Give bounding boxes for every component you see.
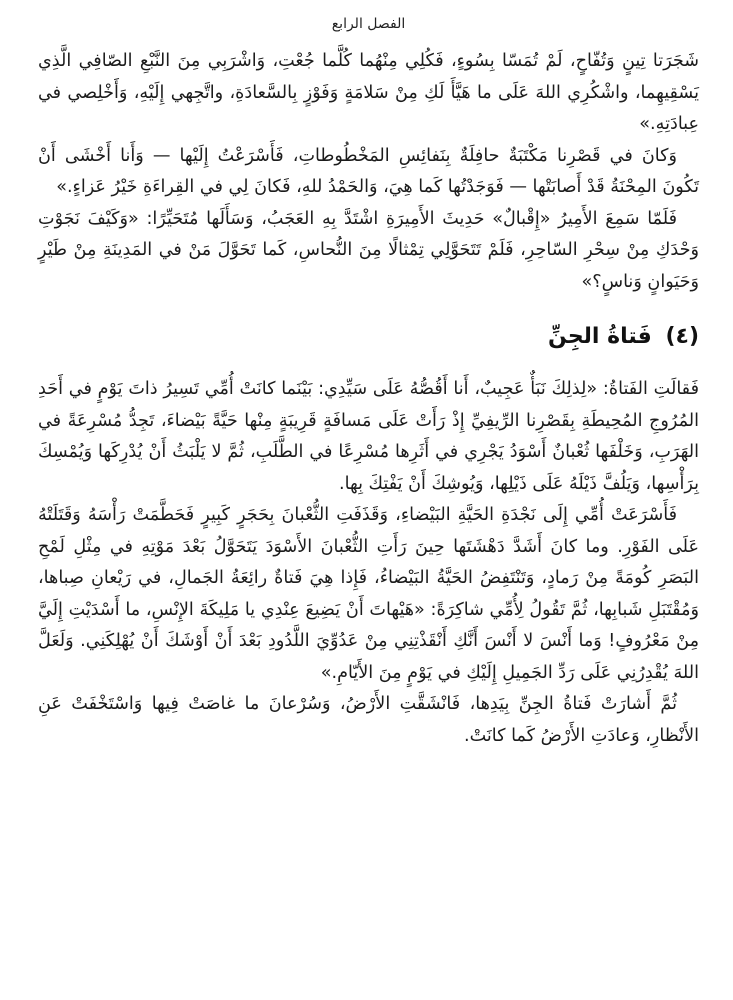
paragraph-jinn-vanishes: ثُمَّ أَشارَتْ فَتاةُ الجِنِّ بِيَدِها، فَانْشَقَّتِ الأَرْضُ، وَسُرْعانَ ما غاصَتْ فِيها وَاسْتَخْفَتْ عَنِ الأَنْظارِ، وَعادَتِ الأَرْضُ كَما كانَتْ.: [38, 694, 699, 746]
chapter-running-header: الفصل الرابع: [331, 16, 406, 32]
paragraph-continuation: شَجَرَتا تِينٍ وَتُفّاحٍ، لَمْ تُمَسّا بِسُوءٍ، فَكُلِي مِنْهُما كُلَّما جُعْتِ، وَاشْرَبِي مِنَ النَّبْعِ الصّافِي الَّذِي يَسْقِيهِما، واشْكُرِي اللهَ عَلَى ما هَيَّأَ لَكِ مِنْ سَلامَةٍ وَفَوْزٍ بِالسَّعادَةِ، واتَّجِهي إِلَيْهِ، وَأَخْلِصي في عِبادَتِهِ.»: [38, 51, 699, 134]
paragraph-prince-question: فَلَمّا سَمِعَ الأَمِيرُ «إِقْبالٌ» حَدِيثَ الأَمِيرَةِ اشْتَدَّ بِهِ العَجَبُ، وَسَأَلَها مُتَحَيِّرًا: «وَكَيْفَ نَجَوْتِ وَحْدَكِ مِنْ سِحْرِ السّاحِرِ، فَلَمْ تَتَحَوَّلِي تِمْثالًا مِنَ النُّحاسِ، كَما تَحَوَّلَ مَنْ في المَدِينَةِ مِنْ طَيْرٍ وَحَيَوانٍ وَناسٍ؟»: [38, 208, 699, 292]
paragraph-mother-rescue: فَأَسْرَعَتْ أُمِّي إِلَى نَجْدَةِ الحَيَّةِ البَيْضاءِ، وَقَذَفَتِ الثُّعْبانَ بِحَجَرٍ كَبِيرٍ فَحَطَّمَتْ رَأْسَهُ وَقَتَلَتْهُ عَلَى الفَوْرِ. وما كانَ أَشَدَّ دَهْشَتَها حِينَ رَأَتِ الثُّعْبانَ الأَسْوَدَ يَتَحَوَّلُ بَعْدَ مَوْتِهِ في مِثْلِ لَمْحِ البَصَرِ كُومَةً مِنْ رَمادٍ، وَتَنْتَفِضُ الحَيَّةُ البَيْضاءُ، فَإِذا هِيَ فَتاةٌ رائِعَةُ الجَمالِ، في رَيْعانِ صِباها، وَمُقْتَبَلِ شَبابِها، ثُمَّ تَقُولُ لِأُمِّي شاكِرَةً: «هَيْهاتَ أَنْ يَضِيعَ عِنْدِي يا مَلِيكَةَ الإِنْسِ، ما أَسْدَيْتِ إِلَيَّ مِنْ مَعْرُوفٍ! وَما أَنْسَ لا أَنْسَ أَنَّكِ أَنْقَذْتِنِي مِنْ عَدُوِّيَ اللَّدُودِ بَعْدَ أَنْ أَوْشَكَ أَنْ يُهْلِكَنِي. وَلَعَلَّ اللهَ يُقْدِرُنِي عَلَى رَدِّ الجَمِيلِ إِلَيْكِ في يَوْمٍ مِنَ الأَيّامِ.»: [38, 505, 699, 683]
paragraph-library: وَكانَ في قَصْرِنا مَكْتَبَةٌ حافِلَةٌ بِنَفائِسِ المَخْطُوطاتِ، فَأَسْرَعْتُ إِلَيْها — وَأَنا أَخْشَى أَنْ تَكُونَ المِحْنَةُ قَدْ أَصابَتْها — فَوَجَدْتُها كَما هِيَ، وَالحَمْدُ للهِ، فَكانَ لِي في القِراءَةِ خَيْرُ عَزاءٍ.»: [38, 145, 699, 197]
section-title: فَتاةُ الجِنِّ: [548, 324, 652, 349]
section-number: (٤): [665, 324, 699, 349]
section-heading: [38, 320, 699, 354]
paragraph-girl-story: فَقالَتِ الفَتاةُ: «لِذلِكَ نَبَأٌ عَجِيبٌ، أَنا أَقُصُّهُ عَلَى سَيِّدِي: بَيْنَما كانَتْ أُمِّي تَسِيرُ ذاتَ يَوْمٍ في أَحَدِ المُرُوجِ المُحِيطَةِ بِقَصْرِنا الرِّيفِيِّ إِذْ رَأَتْ عَلَى مَسافَةٍ قَرِيبَةٍ مِنْها حَيَّةً بَيْضاءَ، تَجِدُّ مُسْرِعَةً في الهَرَبِ، وَخَلْفَها ثُعْبانٌ أَسْوَدُ يَجْرِي في أَثَرِها مُسْرِعًا في الطَّلَبِ، ثُمَّ لا يَلْبَثُ أَنْ يُدْرِكَها وَيُمْسِكَ بِرَأْسِها، وَيَلُفَّ ذَيْلَهُ عَلَى ذَيْلِها، وَيُوشِكَ أَنْ يَفْتِكَ بِها.: [38, 379, 699, 494]
